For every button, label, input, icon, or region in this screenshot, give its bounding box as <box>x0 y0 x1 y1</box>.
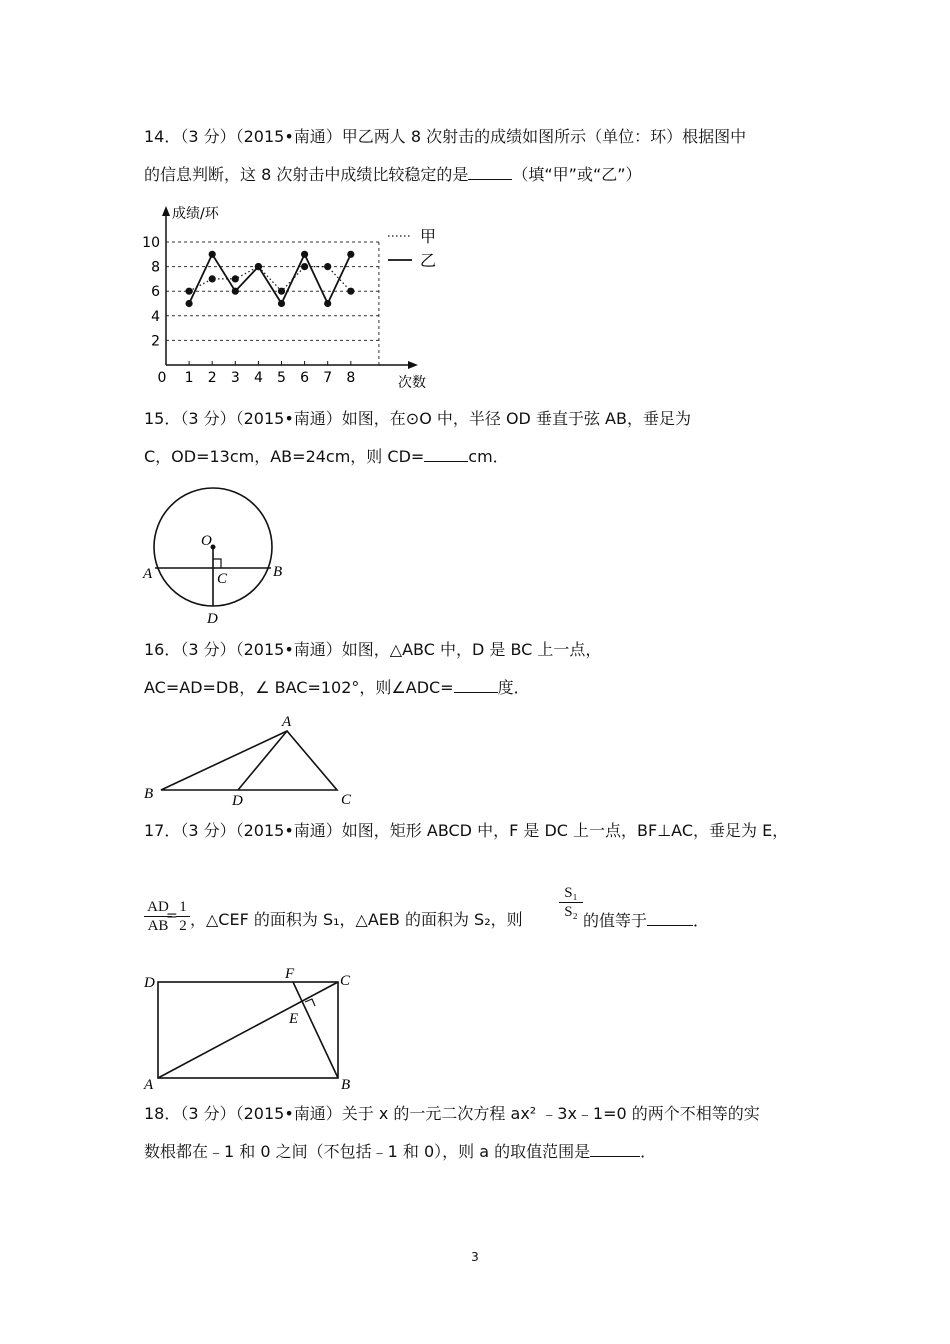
right-angle-mark <box>213 559 221 568</box>
data-point <box>255 263 262 270</box>
x-axis-arrow <box>408 361 418 369</box>
label-f: F <box>285 966 295 982</box>
x-tick-label: 5 <box>277 370 286 386</box>
data-point <box>324 300 331 307</box>
q17-line2-end <box>583 909 709 932</box>
triangle-abc <box>161 731 337 790</box>
right-angle-mark <box>305 999 315 1006</box>
q17-answer-blank <box>647 909 693 926</box>
y-tick-label: 6 <box>151 284 160 301</box>
score-line-chart <box>140 200 460 392</box>
q18-answer-blank <box>590 1140 640 1157</box>
segment-ad <box>238 731 287 790</box>
data-point <box>186 288 193 295</box>
q16-line2-tail: 度． <box>497 678 530 697</box>
data-point <box>209 251 216 258</box>
data-point <box>232 275 239 282</box>
x-tick-label: 0 <box>157 370 167 386</box>
q14-line2 <box>144 163 642 186</box>
q18-line2 <box>144 1140 656 1163</box>
frac-den: 2 <box>179 918 187 934</box>
data-point <box>232 288 239 295</box>
q15-answer-blank <box>424 445 468 462</box>
q17-end-text: 的值等于 <box>583 911 648 930</box>
label-a: A <box>144 1077 154 1093</box>
y-tick-label: 8 <box>151 259 160 276</box>
x-tick-label: 6 <box>300 370 310 386</box>
label-a: A <box>282 714 292 730</box>
data-point <box>347 288 354 295</box>
x-tick-label: 7 <box>323 370 333 386</box>
y-axis-label: 成绩/环 <box>172 206 219 222</box>
frac-num: AD <box>144 898 172 917</box>
q16-answer-blank <box>454 676 498 693</box>
data-point <box>186 300 193 307</box>
label-c: C <box>217 571 228 587</box>
frac-den: S₂ <box>564 904 578 920</box>
label-b: B <box>144 786 154 802</box>
x-tick-label: 8 <box>346 370 356 386</box>
x-tick-label: 4 <box>253 370 263 386</box>
q18-line2-tail: ． <box>640 1142 657 1161</box>
q17-line2-text: ，△CEF 的面积为 S₁，△AEB 的面积为 S₂，则 <box>190 910 523 929</box>
triangle-diagram <box>140 708 370 808</box>
q17-end-dot: ． <box>693 911 710 930</box>
label-a: A <box>143 566 153 582</box>
q16-line1: 16．（3 分）（2015•南通）如图，△ABC 中，D 是 BC 上一点， <box>144 640 602 659</box>
y-tick-label: 2 <box>151 333 160 350</box>
label-d: D <box>232 793 243 808</box>
label-c: C <box>341 792 352 808</box>
q14-line1: 14．（3 分）（2015•南通）甲乙两人 8 次射击的成绩如图所示（单位：环）根据图中 <box>144 127 747 146</box>
y-tick-label: 4 <box>151 308 160 325</box>
data-point <box>278 288 285 295</box>
q16-line2-text: AC=AD=DB，∠ BAC=102°，则∠ADC= <box>144 678 454 697</box>
label-d: D <box>207 611 218 627</box>
data-point <box>301 263 308 270</box>
data-point <box>209 275 216 282</box>
rectangle-diagram <box>140 965 370 1095</box>
q14-line2-tail: （填“甲”或“乙”） <box>512 165 642 184</box>
q16-line2 <box>144 676 530 699</box>
label-c: C <box>340 973 351 989</box>
x-tick-label: 3 <box>230 370 240 386</box>
frac-num: 1 <box>176 898 190 917</box>
x-tick-label: 2 <box>207 370 217 386</box>
label-e: E <box>289 1011 299 1027</box>
frac-den: AB <box>147 918 169 934</box>
q18-line2-text: 数根都在﹣1 和 0 之间（不包括﹣1 和 0），则 a 的取值范围是 <box>144 1142 591 1161</box>
y-tick-label: 10 <box>142 235 160 251</box>
q17-line1: 17．（3 分）（2015•南通）如图，矩形 ABCD 中，F 是 DC 上一点，BF⊥AC，垂足为 E， <box>144 821 789 840</box>
q15-line2-text: C，OD=13cm，AB=24cm，则 CD= <box>144 447 425 466</box>
label-o: O <box>201 533 212 549</box>
diagonal-ac <box>158 982 338 1078</box>
q14-answer-blank <box>468 163 512 180</box>
legend-label: 甲 <box>420 227 437 246</box>
q15-line2 <box>144 445 509 468</box>
y-axis-arrow <box>162 206 170 216</box>
x-tick-label: 1 <box>184 370 194 386</box>
q17-line2 <box>190 909 523 931</box>
data-point <box>324 263 331 270</box>
x-axis-label: 次数 <box>398 375 426 391</box>
circle-diagram <box>140 480 300 630</box>
label-d: D <box>144 975 155 991</box>
q15-line1: 15．（3 分）（2015•南通）如图，在⊙O 中，半径 OD 垂直于弦 AB，垂足为 <box>144 409 691 428</box>
segment-bf <box>293 982 338 1078</box>
data-point <box>301 251 308 258</box>
legend-label: 乙 <box>420 251 437 270</box>
fraction-s1-s2 <box>559 884 583 921</box>
q14-line2-text: 的信息判断，这 8 次射击中成绩比较稳定的是 <box>144 165 469 184</box>
label-b: B <box>341 1077 351 1093</box>
page-number: 3 <box>471 1250 479 1264</box>
label-b: B <box>273 564 283 580</box>
data-point <box>347 251 354 258</box>
fraction-one-half <box>176 898 190 935</box>
frac-num: S₁ <box>559 884 583 903</box>
data-point <box>278 300 285 307</box>
equals-sign: = <box>166 908 178 924</box>
q15-line2-tail: cm． <box>468 447 509 466</box>
q18-line1: 18．（3 分）（2015•南通）关于 x 的一元二次方程 ax² ﹣3x﹣1=0 的两个不相等的实 <box>144 1104 760 1123</box>
